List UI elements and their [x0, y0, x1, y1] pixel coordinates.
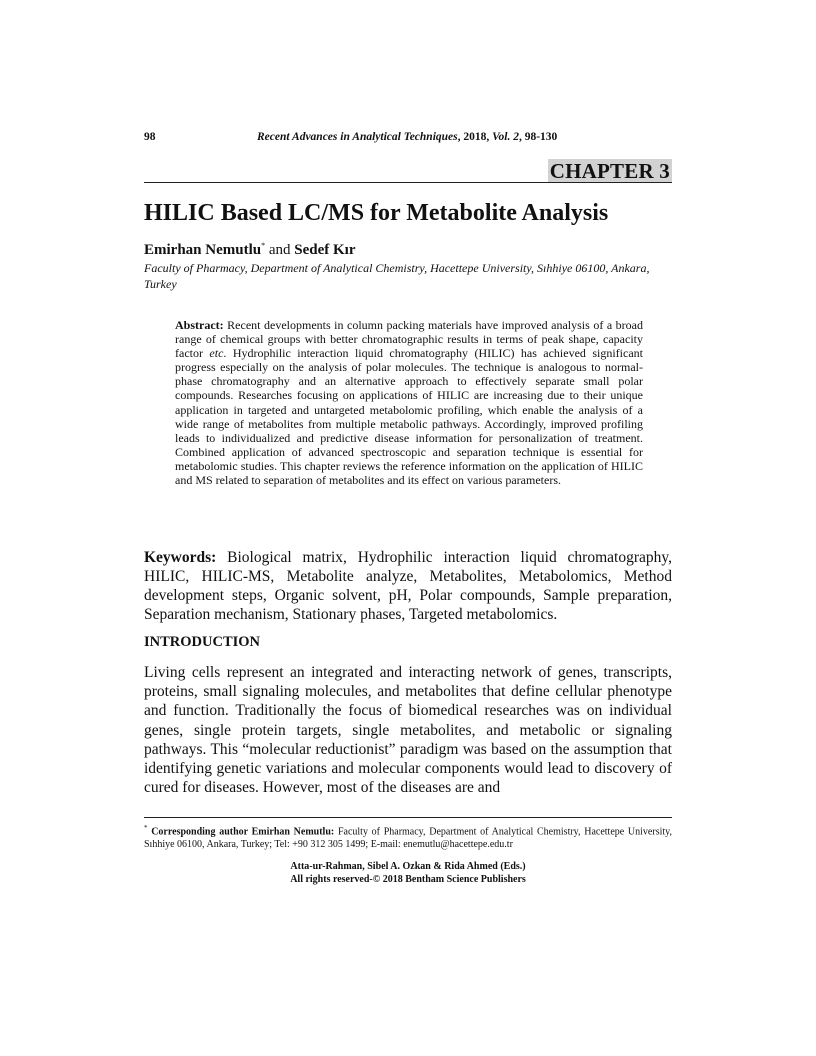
- author-conjunction: and: [265, 242, 295, 258]
- keywords-text: Biological matrix, Hydrophilic interaction liquid chromatography, HILIC, HILIC-MS, Metabolite analyze, Metabolites, Metabolomics, Method development steps, Organic solvent, pH, Polar compounds, Sample preparation, Separation mechanism, Stationary phases, Targeted metabolomics.: [144, 549, 672, 623]
- journal-citation: [257, 131, 557, 143]
- footnote-text: Faculty of Pharmacy, Department of Analytical Chemistry, Hacettepe University, Sıhhiye 06100, Ankara, Turkey; Tel: +90 312 305 1499; E-mail: enemutlu@hacettepe.edu.tr: [144, 826, 672, 851]
- affiliation: Faculty of Pharmacy, Department of Analytical Chemistry, Hacettepe University, Sıhhiye 06100, Ankara, Turkey: [144, 261, 650, 291]
- chapter-title: HILIC Based LC/MS for Metabolite Analysis: [144, 200, 609, 226]
- footnote: [144, 822, 672, 851]
- abstract-text: Recent developments in column packing materials have improved analysis of a broad range of chemical groups with better chromatographic results in terms of peak shape, capacity factor: [175, 318, 643, 361]
- abstract-etc: etc: [209, 346, 224, 361]
- keywords-label: Keywords:: [144, 549, 217, 566]
- imprint-rights: All rights reserved-© 2018 Bentham Science Publishers: [290, 873, 526, 885]
- journal-pages: , 98-130: [518, 131, 558, 143]
- author-name: Sedef Kır: [294, 242, 356, 258]
- header-rule: [144, 182, 672, 183]
- keywords: [144, 548, 672, 624]
- body-text: Living cells represent an integrated and interacting network of genes, transcripts, proteins, small signaling molecules, and metabolites that define cellular phenotype and function. Traditionally the focus of biomedical researches was on individual genes, single protein targets, single metabolites, and metabolic or signaling pathways. This “molecular reductionist” paradigm was based on the assumption that identifying genetic variations and molecular components would lead to discovery of cured for diseases. However, most of the diseases are and: [144, 664, 672, 797]
- footnote-label: Corresponding author Emirhan Nemutlu:: [147, 826, 335, 838]
- running-head: [144, 131, 672, 147]
- author-name: Emirhan Nemutlu: [144, 242, 262, 258]
- chapter-label: CHAPTER 3: [549, 159, 670, 183]
- authors: [144, 236, 356, 260]
- journal-year: , 2018,: [457, 131, 493, 143]
- page-number: 98: [144, 131, 156, 143]
- footnote-mark: *: [144, 824, 148, 832]
- abstract: [175, 318, 643, 487]
- body-paragraph: [144, 663, 672, 797]
- abstract-text: . Hydrophilic interaction liquid chromatography (HILIC) has achieved significant progress especially on the analysis of polar molecules. The technique is analogous to normal-phase chromatography and an alternative approach to effectively separate small polar compounds. Researches focusing on applications of HILIC are increasing due to their unique application in targeted and untargeted metabolomic profiling, which enable the analysis of a wide range of metabolites from multiple metabolic pathways. Accordingly, improved profiling leads to individualized and predictive disease information for personalization of treatment. Combined application of advanced spectroscopic and separation technique is essential for metabolomic studies. This chapter reviews the reference information on the application of HILIC and MS related to separation of metabolites and its effect on various parameters.: [175, 346, 643, 488]
- footnote-rule: [144, 817, 672, 818]
- corresponding-mark: *: [261, 241, 266, 250]
- section-heading: INTRODUCTION: [144, 634, 261, 650]
- imprint-editors: Atta-ur-Rahman, Sibel A. Ozkan & Rida Ahmed (Eds.): [290, 861, 526, 872]
- journal-name: Recent Advances in Analytical Techniques: [257, 131, 458, 143]
- abstract-label: Abstract:: [175, 318, 224, 332]
- journal-volume: Vol. 2: [492, 131, 519, 143]
- imprint: [144, 861, 672, 886]
